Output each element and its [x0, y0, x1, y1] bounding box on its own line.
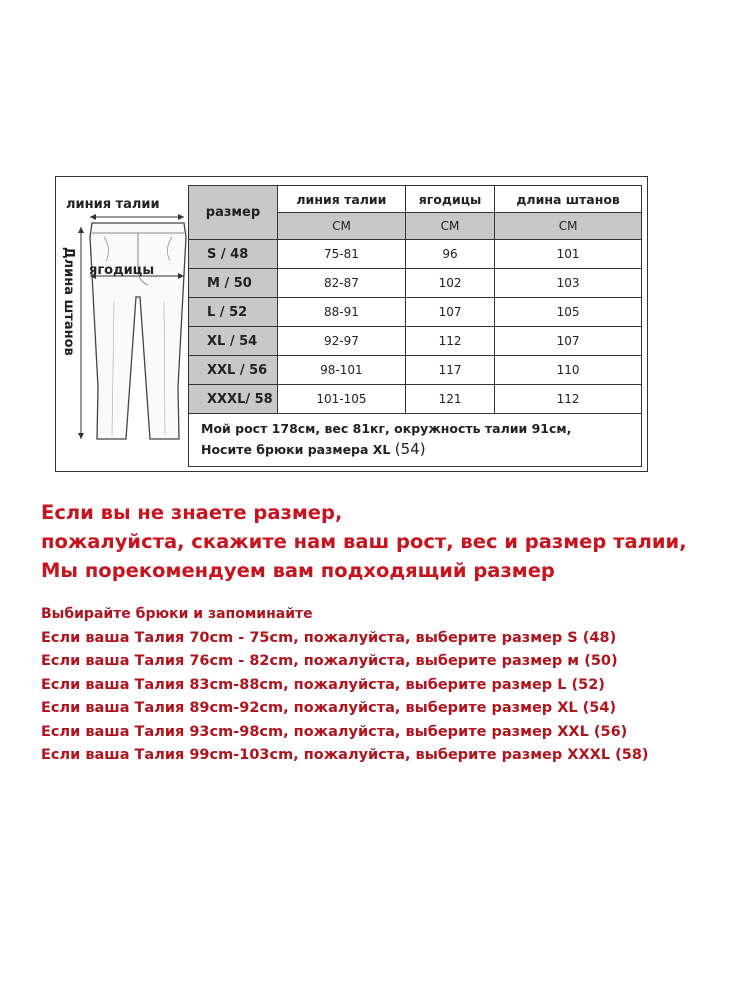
waist-cell: 82-87 — [278, 269, 406, 298]
size-chart — [55, 176, 648, 472]
list-item: Если ваша Талия 83cm-88cm, пожалуйста, выберите размер L (52) — [41, 676, 605, 693]
pants-diagram — [56, 177, 189, 471]
length-cell: 110 — [495, 356, 642, 385]
list-item: Если ваша Талия 70cm - 75cm, пожалуйста, выберите размер S (48) — [41, 629, 617, 646]
hips-cell: 112 — [405, 327, 494, 356]
note-line-2-text: Носите брюки размера XL — [201, 442, 391, 457]
size-cell: L / 52 — [189, 298, 278, 327]
size-cell: M / 50 — [189, 269, 278, 298]
header-hips: ягодицы — [405, 186, 494, 213]
length-cell: 103 — [495, 269, 642, 298]
unit-waist: CM — [278, 213, 406, 240]
table-row — [189, 327, 642, 356]
length-cell: 107 — [495, 327, 642, 356]
header-size: размер — [189, 186, 278, 240]
guide-lead: Выбирайте брюки и запоминайте — [41, 606, 313, 622]
waist-cell: 101-105 — [278, 385, 406, 414]
waist-cell: 92-97 — [278, 327, 406, 356]
waist-cell: 75-81 — [278, 240, 406, 269]
table-header-row — [189, 186, 642, 213]
header-waist: линия талии — [278, 186, 406, 213]
waist-label: линия талии — [66, 197, 160, 212]
list-item: Если ваша Талия 93cm-98cm, пожалуйста, выберите размер XXL (56) — [41, 723, 628, 740]
size-cell: XXXL/ 58 — [189, 385, 278, 414]
size-cell: XL / 54 — [189, 327, 278, 356]
length-label — [58, 247, 78, 397]
advice-line-3: Мы порекомендуем вам подходящий размер — [41, 559, 555, 582]
advice-line-1: Если вы не знаете размер, — [41, 501, 343, 524]
advice-line-2: пожалуйста, скажите нам ваш рост, вес и размер талии, — [41, 530, 687, 553]
unit-length: CM — [495, 213, 642, 240]
size-cell: S / 48 — [189, 240, 278, 269]
hips-cell: 121 — [405, 385, 494, 414]
header-length: длина штанов — [495, 186, 642, 213]
size-guide-list — [41, 603, 741, 768]
note-line-2 — [201, 439, 641, 460]
length-label-text: Длина штанов — [61, 247, 76, 356]
list-item: Если ваша Талия 76cm - 82cm, пожалуйста, выберите размер м (50) — [41, 653, 618, 669]
size-table — [188, 185, 642, 414]
hips-cell: 96 — [405, 240, 494, 269]
table-row — [189, 269, 642, 298]
table-row — [189, 298, 642, 327]
length-cell: 101 — [495, 240, 642, 269]
unit-hips: CM — [405, 213, 494, 240]
advice-block — [41, 498, 741, 585]
length-cell: 105 — [495, 298, 642, 327]
note-line-1: Мой рост 178cм, вес 81кг, окружность талии 91см, — [201, 421, 572, 436]
table-row — [189, 240, 642, 269]
hips-cell: 107 — [405, 298, 494, 327]
length-cell: 112 — [495, 385, 642, 414]
size-cell: XXL / 56 — [189, 356, 278, 385]
list-item: Если ваша Талия 89cm-92cm, пожалуйста, выберите размер XL (54) — [41, 700, 617, 716]
hips-cell: 117 — [405, 356, 494, 385]
list-item: Если ваша Талия 99cm-103cm, пожалуйста, выберите размер XXXL (58) — [41, 747, 649, 763]
waist-cell: 88-91 — [278, 298, 406, 327]
table-row — [189, 385, 642, 414]
hips-label: ягодицы — [89, 263, 155, 278]
note-size-number: (54) — [394, 440, 426, 458]
waist-cell: 98-101 — [278, 356, 406, 385]
example-note — [188, 413, 642, 467]
hips-cell: 102 — [405, 269, 494, 298]
table-row — [189, 356, 642, 385]
